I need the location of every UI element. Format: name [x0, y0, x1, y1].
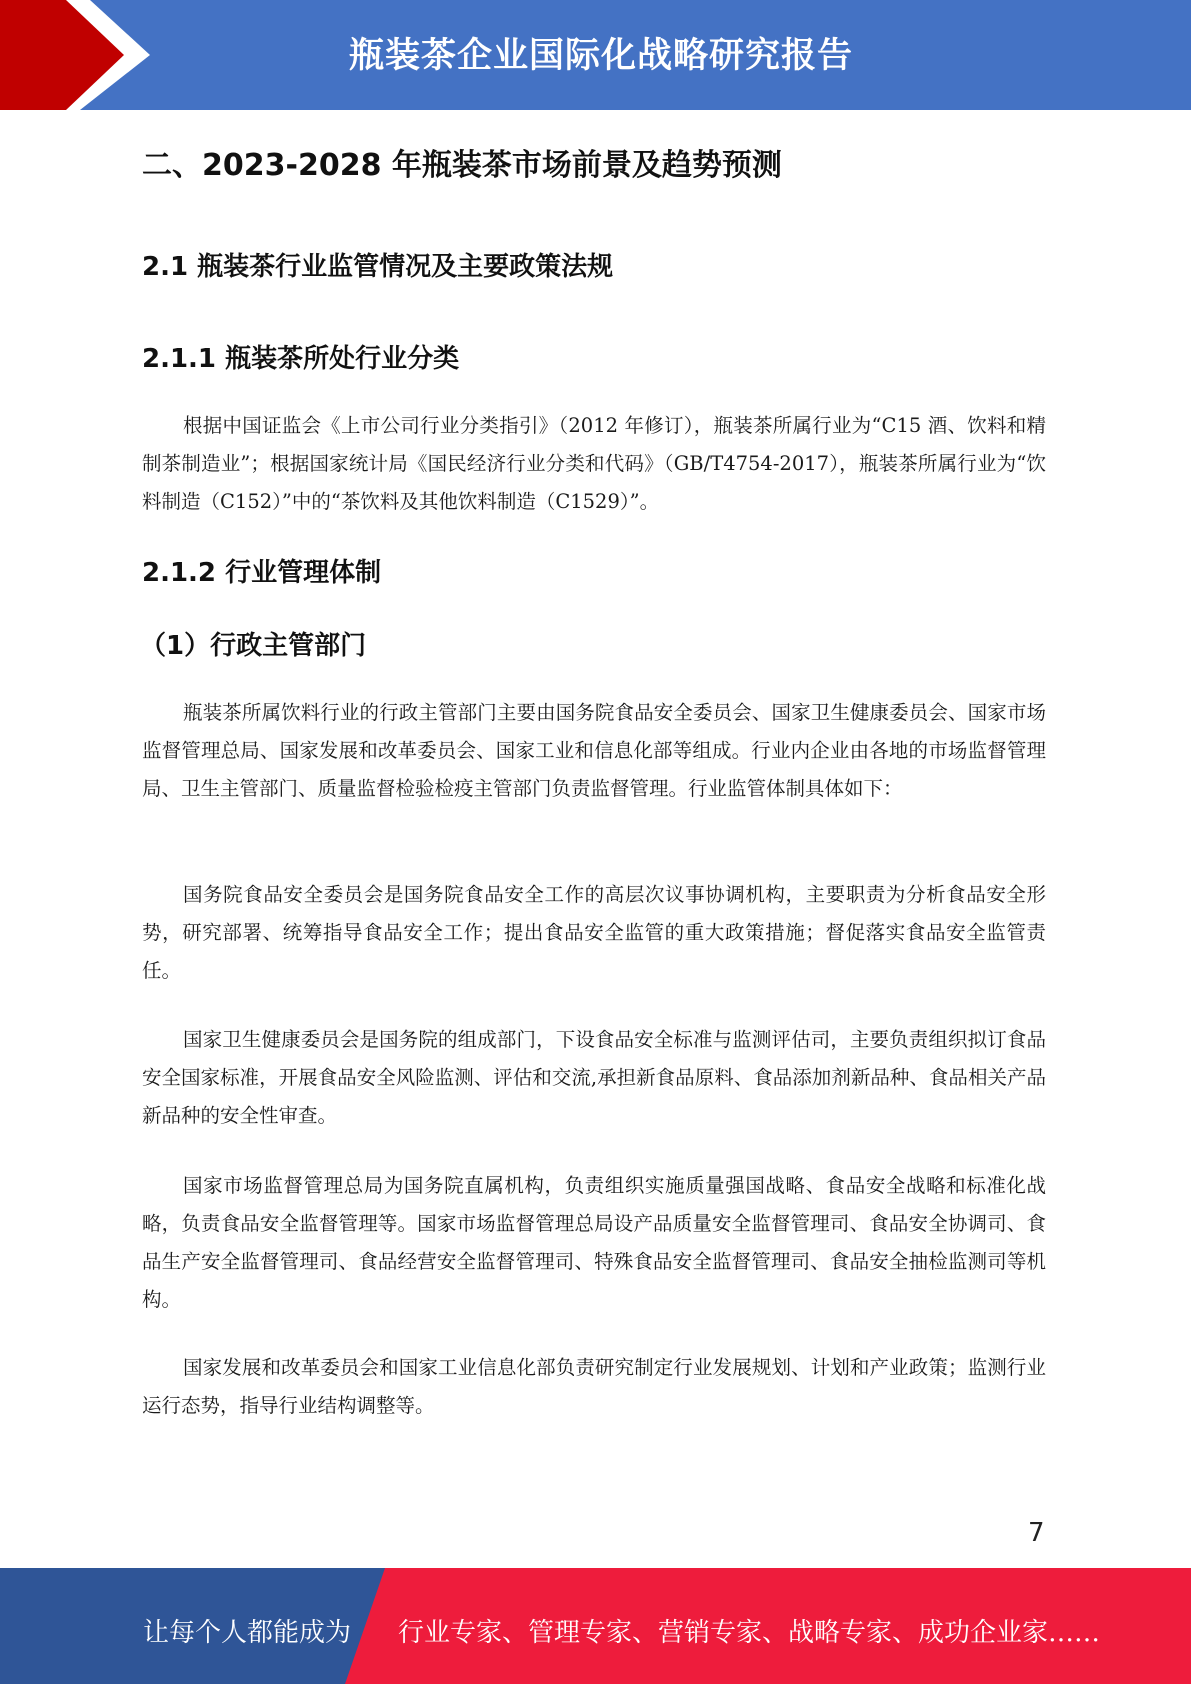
paragraph-health-commission: 国家卫生健康委员会是国务院的组成部门，下设食品安全标准与监测评估司，主要负责组织拟订食品安全国家标准，开展食品安全风险监测、评估和交流,承担新食品原料、食品添加剂新品种、食品相关产品新品种的安全性审查。: [142, 1028, 1046, 1127]
paragraph-market-regulation: 国家市场监督管理总局为国务院直属机构，负责组织实施质量强国战略、食品安全战略和标准化战略，负责食品安全监督管理等。国家市场监督管理总局设产品质量安全监督管理司、食品安全协调司、食品生产安全监督管理司、食品经营安全监督管理司、特殊食品安全监督管理司、食品安全抽检监测司等机构。: [142, 1174, 1046, 1311]
paragraph-admin-departments: 瓶装茶所属饮料行业的行政主管部门主要由国务院食品安全委员会、国家卫生健康委员会、国家市场监督管理总局、国家发展和改革委员会、国家工业和信息化部等组成。行业内企业由各地的市场监督管理局、卫生主管部门、质量监督检验检疫主管部门负责监督管理。行业监管体制具体如下：: [142, 701, 1046, 800]
section-heading: 二、2023-2028 年瓶装茶市场前景及趋势预测: [142, 148, 782, 183]
page-footer: [0, 1568, 1191, 1684]
subsection-heading-admin-dept: （1）行政主管部门: [140, 631, 367, 661]
page-header: [0, 0, 1191, 110]
footer-slogan-left: 让每个人都能成为: [143, 1618, 352, 1648]
page-number: 7: [1028, 1518, 1045, 1548]
report-title: 瓶装茶企业国际化战略研究报告: [348, 36, 853, 76]
paragraph-food-safety-committee: 国务院食品安全委员会是国务院食品安全工作的高层次议事协调机构，主要职责为分析食品安全形势，研究部署、统筹指导食品安全工作；提出食品安全监管的重大政策措施；督促落实食品安全监管责任。: [142, 883, 1046, 982]
subsection-heading-2-1-2: 2.1.2 行业管理体制: [142, 558, 382, 588]
footer-slogan-right: 行业专家、管理专家、营销专家、战略专家、成功企业家……: [398, 1618, 1101, 1648]
subsection-heading-2-1-1: 2.1.1 瓶装茶所处行业分类: [142, 344, 460, 374]
paragraph-industry-classification: 根据中国证监会《上市公司行业分类指引》（2012 年修订），瓶装茶所属行业为“C15 酒、饮料和精制茶制造业”；根据国家统计局《国民经济行业分类和代码》（GB/T4754-2017），瓶装茶所属行业为“饮料制造（C152）”中的“茶饮料及其他饮料制造（C1529）”。: [142, 414, 1046, 513]
subsection-heading-2-1: 2.1 瓶装茶行业监管情况及主要政策法规: [142, 252, 614, 282]
paragraph-ndrc-miit: 国家发展和改革委员会和国家工业信息化部负责研究制定行业发展规划、计划和产业政策；监测行业运行态势，指导行业结构调整等。: [142, 1356, 1046, 1417]
